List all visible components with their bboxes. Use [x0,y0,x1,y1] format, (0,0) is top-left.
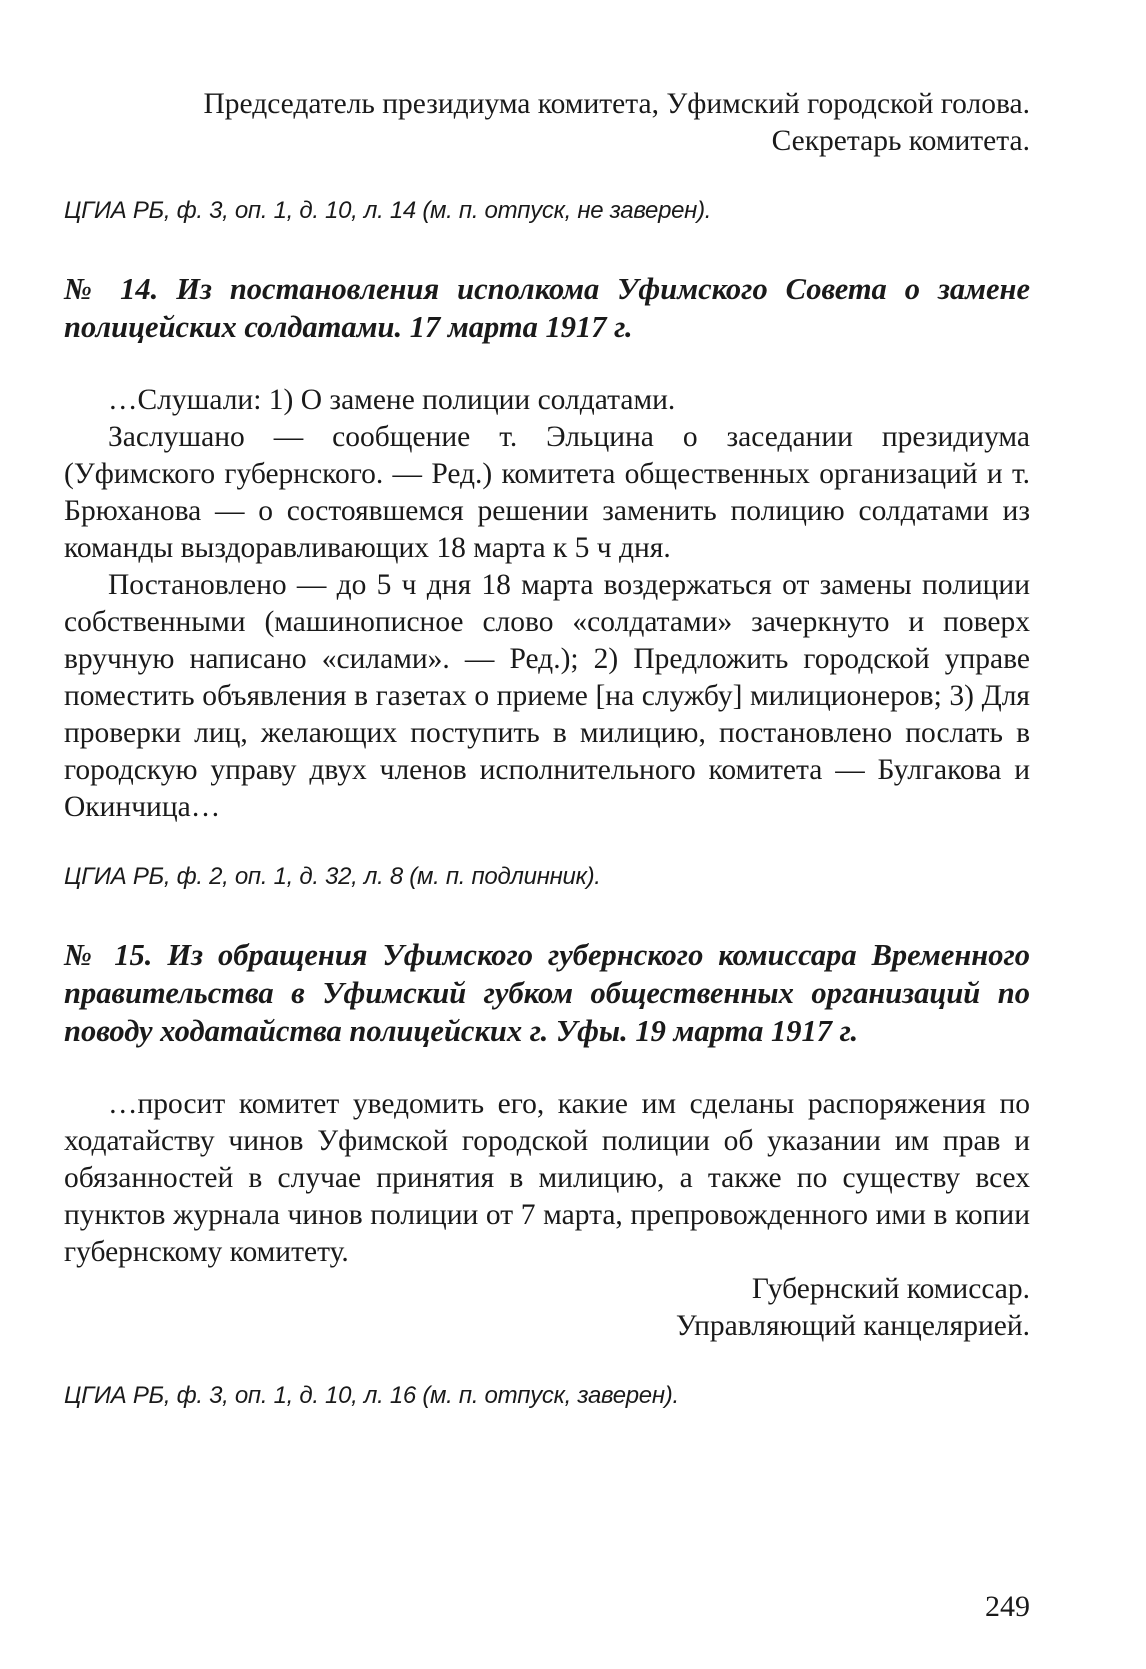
signature-chancellery-manager: Управляющий канцелярией. [675,1310,1030,1342]
document-14-heading [64,270,1030,346]
document-14-heading-line-2: полицейских солдатами. 17 марта 1917 г. [64,310,633,344]
signature-chairman: Председатель президиума комитета, Уфимский городской голова. [203,88,1030,120]
document-15-heading: № 15. Из обращения Уфимского губернского комиссара Временного правительства в Уфимский губком общественных организаций по поводу ходатайства полицейских г. Уфы. 19 марта 1917 г. [64,938,1030,1048]
document-15-paragraph-1: …просит комитет уведомить его, какие им сделаны распоряжения по ходатайству чинов Уфимской городской полиции об указании им прав и обязанностей в случае принятия в милицию, а также по существу всех пунктов журнала чинов полиции от 7 марта, препровожденного ими в копии губернскому комитету. [64,1088,1030,1268]
document-14-paragraph-3: Постановлено — до 5 ч дня 18 марта воздержаться от замены полиции собственными (машинописное слово «солдатами» зачеркнуто и поверх вручную написано «силами». — Ред.); 2) Предложить городской управе поместить объявления в газетах о приеме [на службу] милиционеров; 3) Для проверки лиц, желающих поступить в милицию, постановлено послать в городскую управу двух членов исполнительного комитета — Булгакова и Окинчица… [64,569,1030,823]
source-citation-13: ЦГИА РБ, ф. 3, оп. 1, д. 10, л. 14 (м. п. отпуск, не заверен). [64,197,712,224]
page-number: 249 [985,1590,1030,1623]
signature-secretary: Секретарь комитета. [771,125,1030,157]
signature-governor-commissar: Губернский комиссар. [751,1273,1030,1305]
document-14-heading-line-1: № 14. Из постановления исполкома Уфимского Совета о замене [64,272,1030,306]
source-citation-15: ЦГИА РБ, ф. 3, оп. 1, д. 10, л. 16 (м. п. отпуск, заверен). [64,1382,679,1409]
document-page [64,86,1030,1411]
document-14-paragraph-1: …Слушали: 1) О замене полиции солдатами. [108,384,676,416]
document-14-paragraph-2: Заслушано — сообщение т. Эльцина о заседании президиума (Уфимского губернского. — Ред.) комитета общественных организаций и т. Брюханова — о состоявшемся решении заменить полицию солдатами из команды выздоравливающих 18 марта к 5 ч дня. [64,421,1030,564]
source-citation-14: ЦГИА РБ, ф. 2, оп. 1, д. 32, л. 8 (м. п. подлинник). [64,863,601,890]
